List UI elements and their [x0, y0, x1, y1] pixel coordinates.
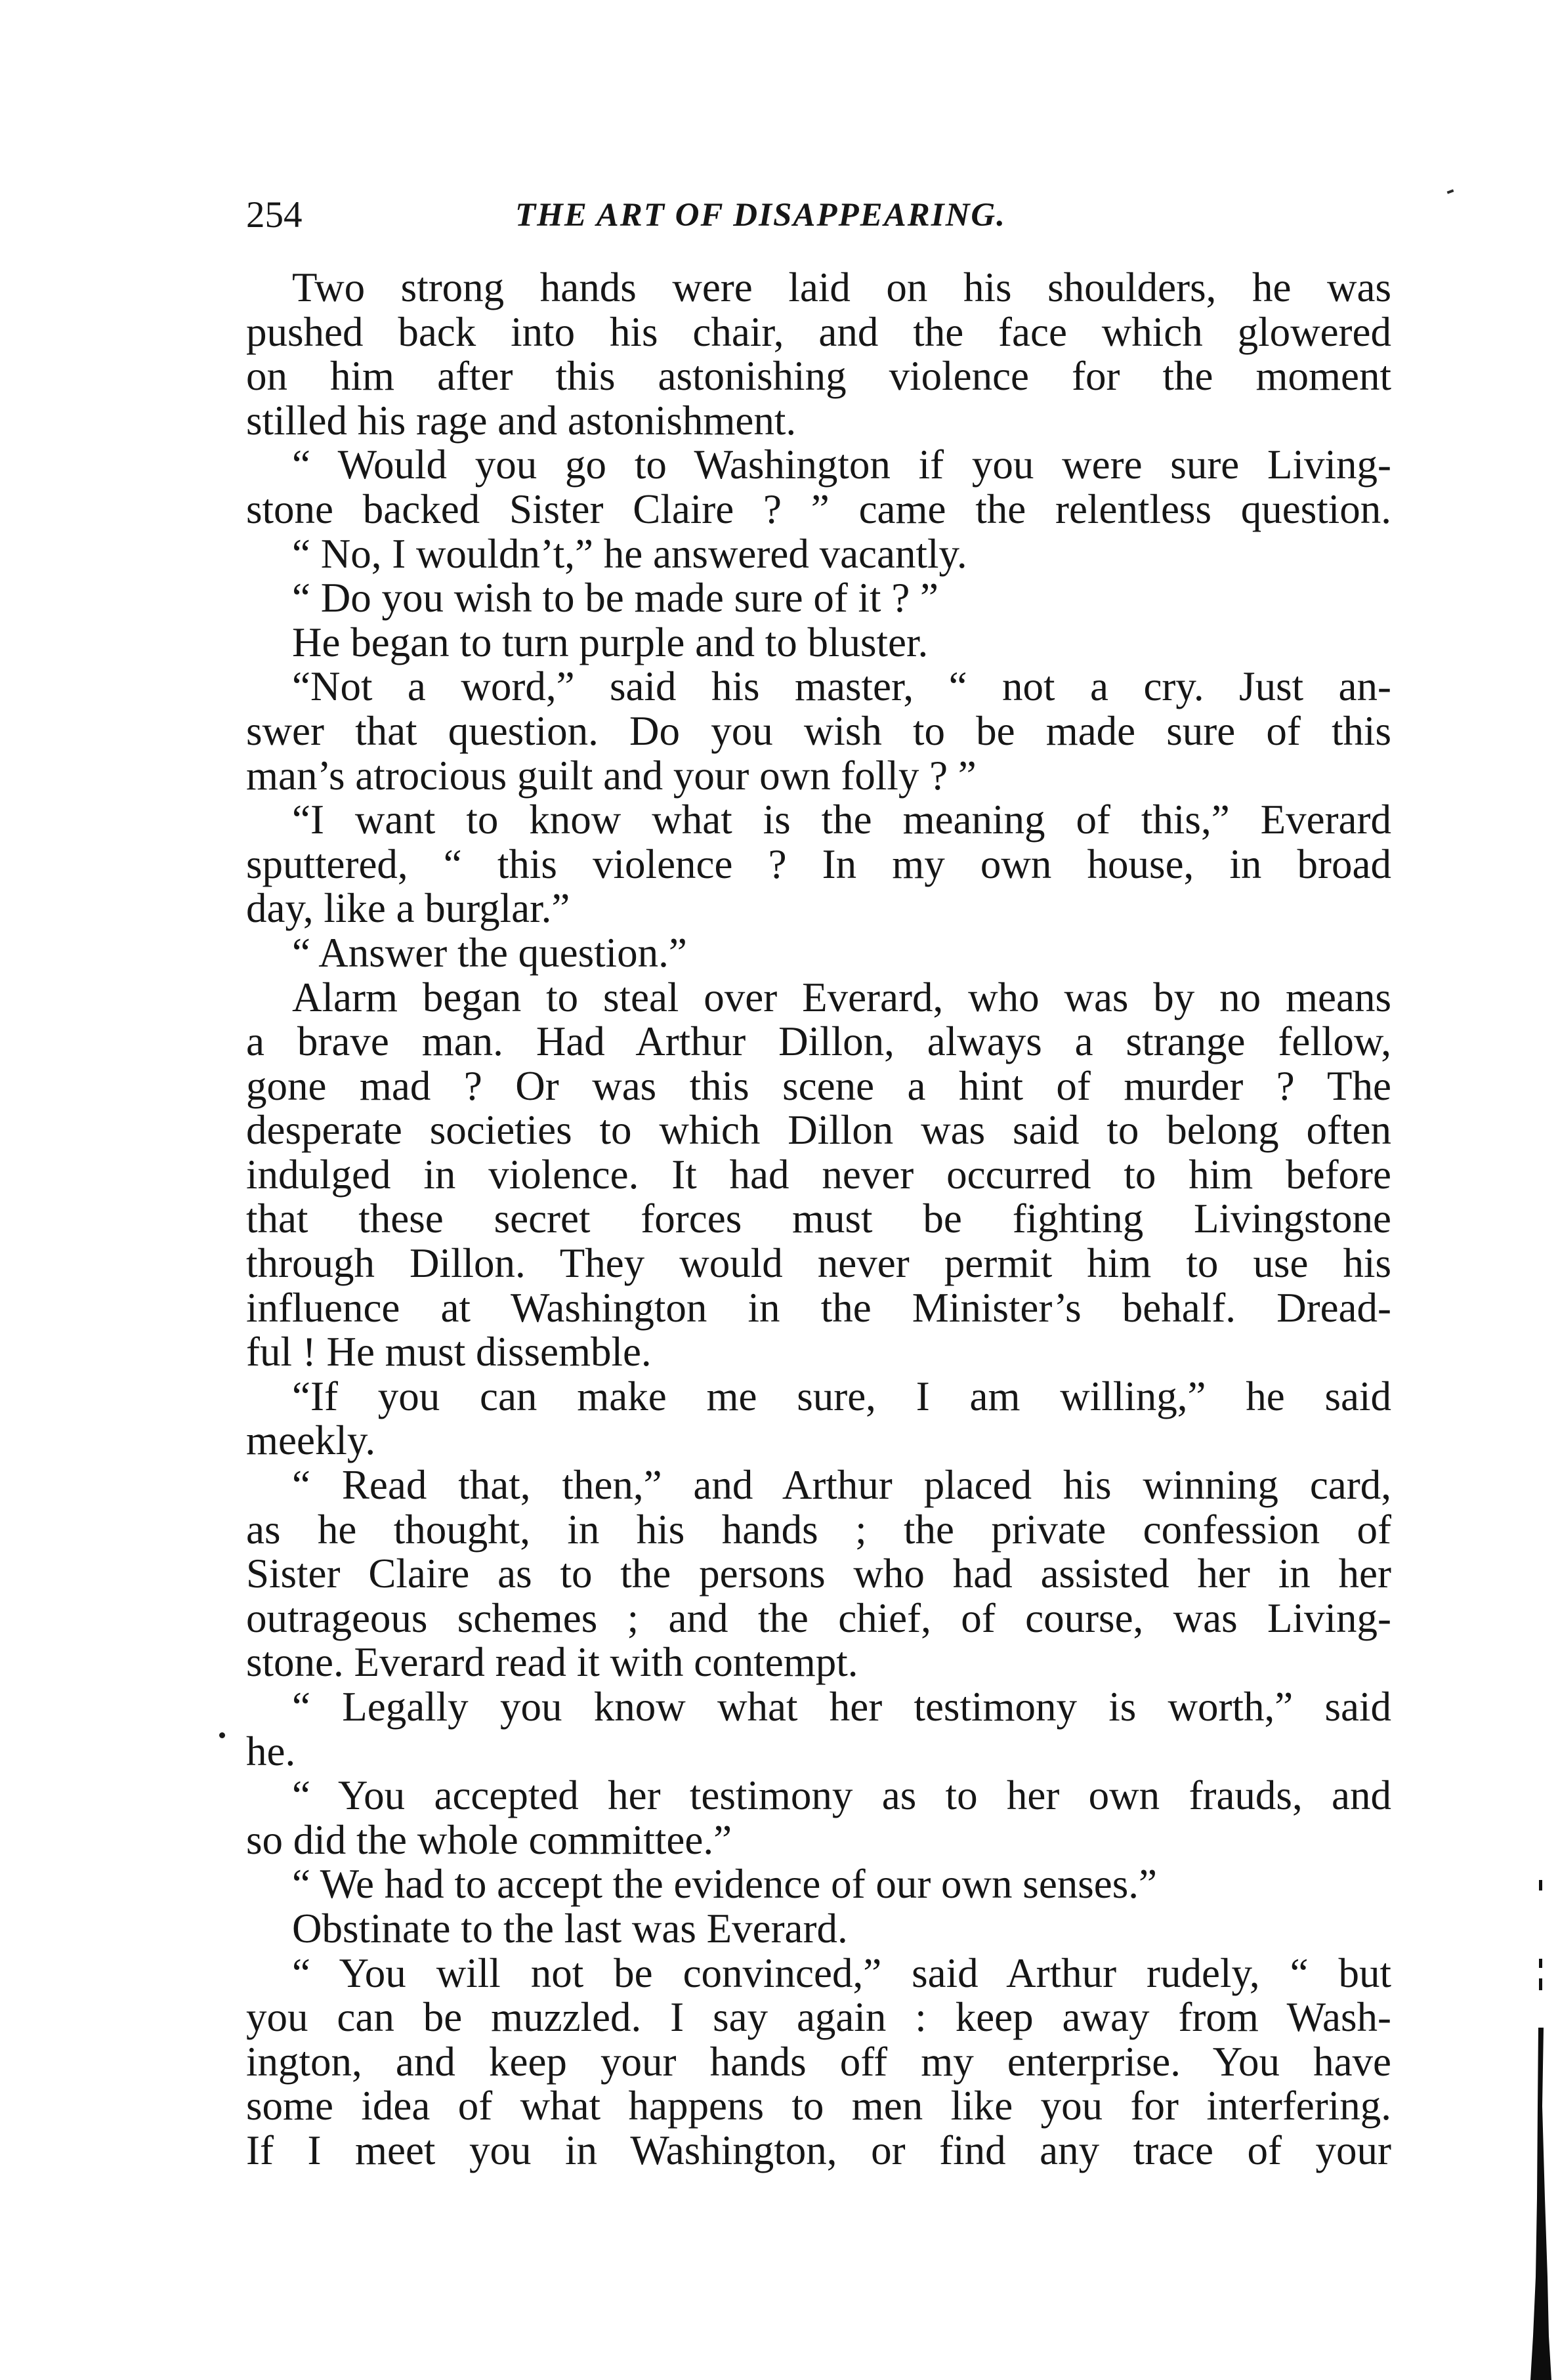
- text-line: you can be muzzled. I say again : keep away from Wash-: [246, 1994, 1391, 2041]
- text-line: stone backed Sister Claire ? ” came the relentless question.: [246, 486, 1391, 532]
- text-line: If I meet you in Washington, or find any trace of your: [246, 2127, 1391, 2173]
- text-line: Alarm began to steal over Everard, who was by no means: [292, 974, 1391, 1020]
- text-line: “ You will not be convinced,” said Arthur rudely, “ but: [292, 1950, 1391, 1996]
- edge-mark: [1539, 1978, 1542, 1990]
- text-line: he.: [246, 1728, 296, 1774]
- text-line: “I want to know what is the meaning of this,” Everard: [292, 797, 1391, 843]
- text-line: that these secret forces must be fighting Livingstone: [246, 1196, 1391, 1242]
- text-line: “ Read that, then,” and Arthur placed his winning card,: [292, 1462, 1391, 1509]
- text-line: some idea of what happens to men like you for interfering.: [246, 2083, 1391, 2129]
- edge-mark: [1539, 1880, 1542, 1890]
- text-line: Obstinate to the last was Everard.: [292, 1905, 848, 1952]
- text-line: through Dillon. They would never permit him to use his: [246, 1240, 1391, 1287]
- text-line: stilled his rage and astonishment.: [246, 397, 797, 444]
- text-line: “ Would you go to Washington if you were sure Living-: [292, 442, 1391, 488]
- text-line: influence at Washington in the Minister’s behalf. Dread-: [246, 1284, 1391, 1331]
- text-line: pushed back into his chair, and the face which glowered: [246, 308, 1391, 355]
- text-line: He began to turn purple and to bluster.: [292, 619, 929, 665]
- text-line: “ No, I wouldn’t,” he answered vacantly.: [292, 530, 967, 577]
- text-line: desperate societies to which Dillon was said to belong often: [246, 1107, 1391, 1154]
- text-line: “ You accepted her testimony as to her own frauds, and: [292, 1772, 1391, 1819]
- text-line: on him after this astonishing violence for the moment: [246, 353, 1391, 400]
- text-line: indulged in violence. It had never occurred to him before: [246, 1151, 1391, 1198]
- page-edge-shadow: [1529, 2028, 1551, 2380]
- text-line: as he thought, in his hands ; the private confession of: [246, 1506, 1391, 1553]
- text-line: “ We had to accept the evidence of our own senses.”: [292, 1861, 1157, 1908]
- text-line: ington, and keep your hands off my enterprise. You have: [246, 2038, 1391, 2085]
- text-line: Two strong hands were laid on his shoulders, he was: [292, 264, 1391, 310]
- text-line: sputtered, “ this violence ? In my own house, in broad: [246, 841, 1391, 887]
- text-line: “ Answer the question.”: [292, 929, 687, 976]
- text-line: swer that question. Do you wish to be made sure of this: [246, 707, 1391, 754]
- text-line: day, like a burglar.”: [246, 885, 570, 932]
- text-line: Sister Claire as to the persons who had assisted her in her: [246, 1551, 1391, 1597]
- text-line: “ Do you wish to be made sure of it ? ”: [292, 575, 938, 621]
- text-line: outrageous schemes ; and the chief, of course, was Living-: [246, 1595, 1391, 1641]
- text-line: “If you can make me sure, I am willing,” he said: [292, 1373, 1391, 1419]
- margin-dot: [219, 1732, 225, 1738]
- text-line: “ Legally you know what her testimony is worth,” said: [292, 1684, 1391, 1730]
- text-line: a brave man. Had Arthur Dillon, always a strange fellow,: [246, 1018, 1391, 1065]
- text-line: meekly.: [246, 1417, 376, 1464]
- page-number: 254: [246, 194, 303, 236]
- text-line: ful ! He must dissemble.: [246, 1329, 652, 1375]
- text-line: so did the whole committee.”: [246, 1816, 732, 1863]
- running-head: THE ART OF DISAPPEARING.: [515, 197, 1006, 234]
- text-line: man’s atrocious guilt and your own folly ? ”: [246, 752, 977, 799]
- stray-mark: [1447, 189, 1454, 194]
- text-line: stone. Everard read it with contempt.: [246, 1639, 858, 1686]
- text-line: gone mad ? Or was this scene a hint of murder ? The: [246, 1062, 1391, 1109]
- edge-mark: [1539, 1959, 1542, 1968]
- text-line: “Not a word,” said his master, “ not a cry. Just an-: [292, 663, 1391, 710]
- body-text: [246, 266, 1391, 2173]
- page-header: [246, 189, 1391, 241]
